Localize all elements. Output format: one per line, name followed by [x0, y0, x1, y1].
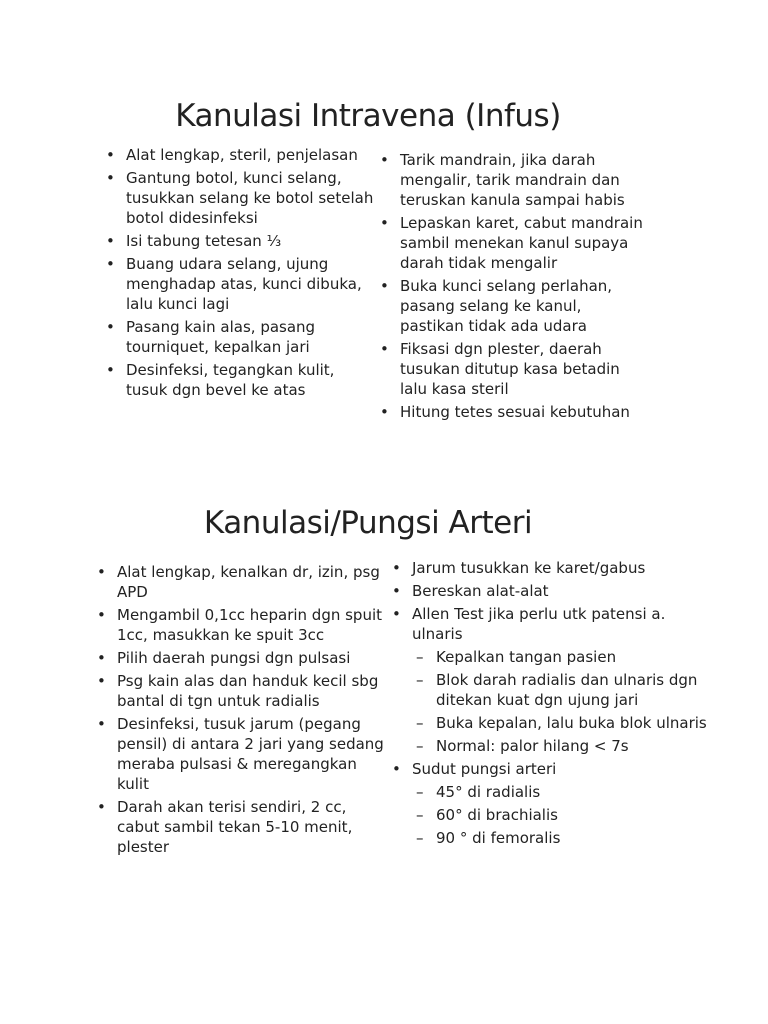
list-item: • Pilih daerah pungsi dgn pulsasi [97, 648, 387, 668]
bullet-list-right [380, 150, 648, 425]
list-item: • Alat lengkap, steril, penjelasan [106, 145, 374, 165]
list-item: • Isi tabung tetesan ⅓ [106, 231, 374, 251]
sub-list-item: – 45° di radialis [412, 782, 712, 802]
sub-list-item: – Kepalkan tangan pasien [412, 647, 712, 667]
list-item: • Pasang kain alas, pasang tourniquet, kepalkan jari [106, 317, 374, 357]
sub-list-item: – Buka kepalan, lalu buka blok ulnaris [412, 713, 712, 733]
bullet-list-right [392, 558, 712, 851]
sub-list [412, 782, 712, 848]
list-item: • Desinfeksi, tegangkan kulit, tusuk dgn bevel ke atas [106, 360, 374, 400]
list-item-with-sublist [392, 759, 712, 848]
list-item: • Desinfeksi, tusuk jarum (pegang pensil) di antara 2 jari yang sedang meraba pulsasi & meregangkan kulit [97, 714, 387, 794]
sub-list-item: – 60° di brachialis [412, 805, 712, 825]
slide-intravena [0, 0, 768, 500]
bullet-list-left [97, 562, 387, 860]
list-item-text: Sudut pungsi arteri [412, 760, 557, 778]
list-item: • Psg kain alas dan handuk kecil sbg bantal di tgn untuk radialis [97, 671, 387, 711]
list-item: • Buka kunci selang perlahan, pasang selang ke kanul, pastikan tidak ada udara [380, 276, 648, 336]
slide-arteri [0, 500, 768, 1024]
list-item: • Jarum tusukkan ke karet/gabus [392, 558, 712, 578]
list-item: • Lepaskan karet, cabut mandrain sambil menekan kanul supaya darah tidak mengalir [380, 213, 648, 273]
sub-list-item: – Blok darah radialis dan ulnaris dgn ditekan kuat dgn ujung jari [412, 670, 712, 710]
list-item: • Hitung tetes sesuai kebutuhan [380, 402, 648, 422]
list-item: • Darah akan terisi sendiri, 2 cc, cabut sambil tekan 5-10 menit, plester [97, 797, 387, 857]
list-item: • Bereskan alat-alat [392, 581, 712, 601]
slide-title: Kanulasi/Pungsi Arteri [203, 505, 533, 541]
bullet-list-left [106, 145, 374, 403]
list-item: • Tarik mandrain, jika darah mengalir, tarik mandrain dan teruskan kanula sampai habis [380, 150, 648, 210]
list-item-with-sublist [392, 604, 712, 756]
sub-list [412, 647, 712, 756]
sub-list-item: – Normal: palor hilang < 7s [412, 736, 712, 756]
list-item: • Mengambil 0,1cc heparin dgn spuit 1cc, masukkan ke spuit 3cc [97, 605, 387, 645]
list-item: • Buang udara selang, ujung menghadap atas, kunci dibuka, lalu kunci lagi [106, 254, 374, 314]
list-item-text: Allen Test jika perlu utk patensi a. ulnaris [412, 605, 666, 643]
list-item: • Alat lengkap, kenalkan dr, izin, psg APD [97, 562, 387, 602]
list-item: • Gantung botol, kunci selang, tusukkan selang ke botol setelah botol didesinfeksi [106, 168, 374, 228]
sub-list-item: – 90 ° di femoralis [412, 828, 712, 848]
slide-title: Kanulasi Intravena (Infus) [175, 98, 561, 134]
list-item: • Fiksasi dgn plester, daerah tusukan ditutup kasa betadin lalu kasa steril [380, 339, 648, 399]
